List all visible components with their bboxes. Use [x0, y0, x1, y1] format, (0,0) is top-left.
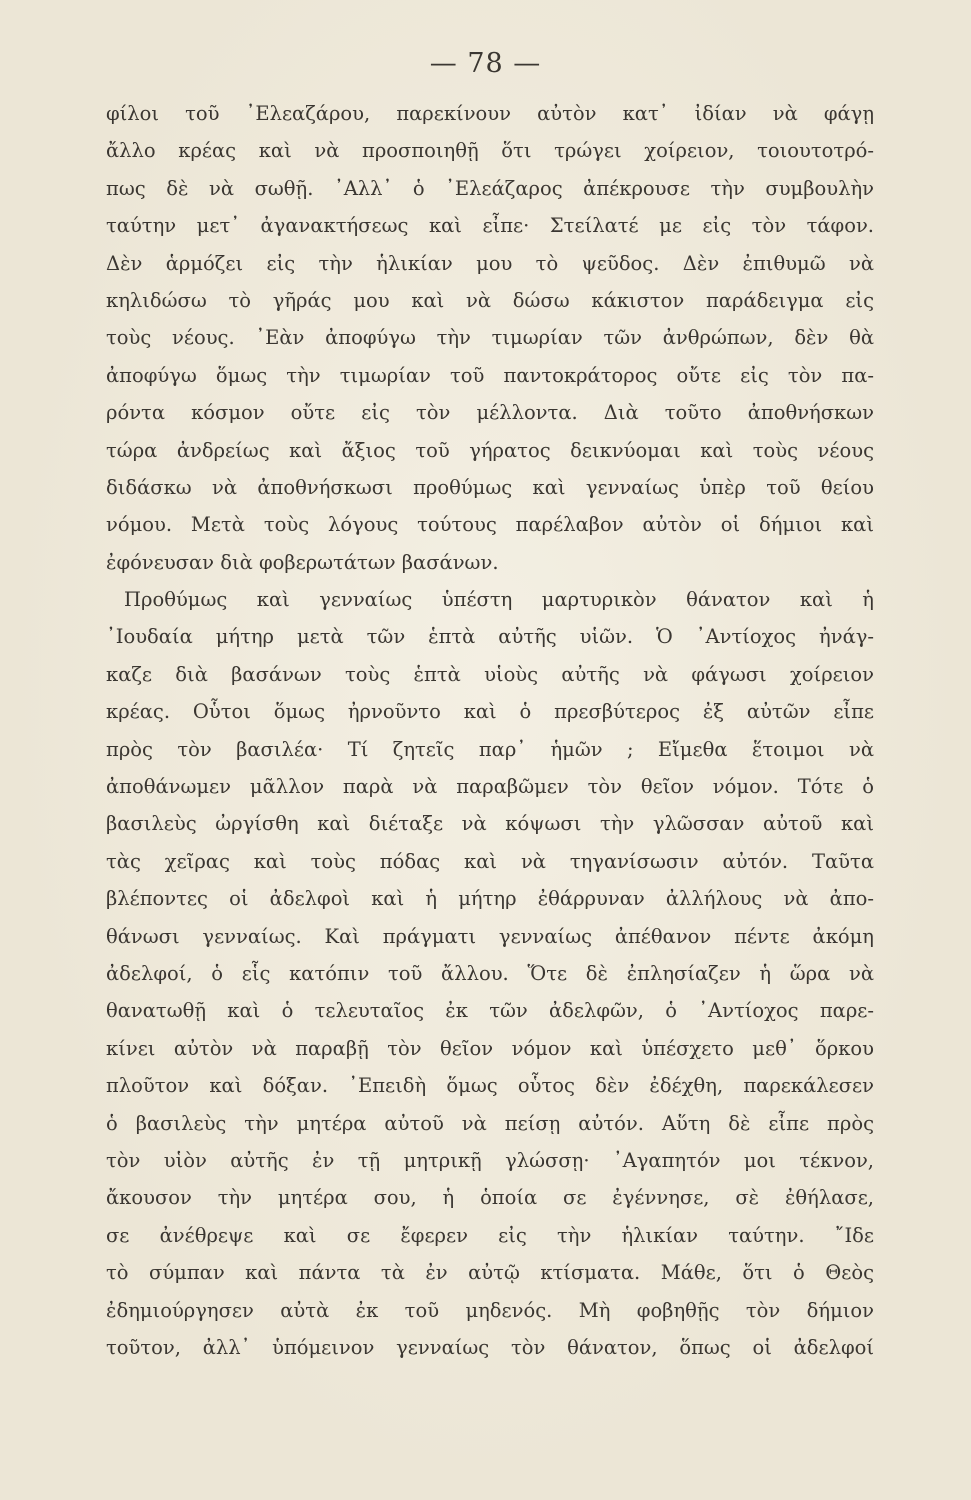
text-line: νόμου. Μετὰ τοὺς λόγους τούτους παρέλαβον αὐτὸν οἱ δήμιοι καὶ — [106, 513, 874, 537]
text-line: ἄλλο κρέας καὶ νὰ προσποιηθῇ ὅτι τρώγει χοίρειον, τοιουτοτρό- — [106, 139, 874, 163]
text-line: τώρα ἀνδρείως καὶ ἄξιος τοῦ γήρατος δεικνύομαι καὶ τοὺς νέους — [106, 438, 874, 462]
text-line: τὸν υἱὸν αὐτῆς ἐν τῇ μητρικῇ γλώσσῃ· ᾿Αγαπητόν μοι τέκνον, — [106, 1148, 874, 1172]
body-text — [106, 95, 874, 1366]
text-line: θανατωθῇ καὶ ὁ τελευταῖος ἐκ τῶν ἀδελφῶν, ὁ ᾿Αντίοχος παρε- — [106, 999, 874, 1023]
text-line: ἄκουσον τὴν μητέρα σου, ἡ ὁποία σε ἐγέννησε, σὲ ἐθήλασε, — [106, 1186, 874, 1210]
text-line: φίλοι τοῦ ᾿Ελεαζάρου, παρεκίνουν αὐτὸν κατ᾿ ἰδίαν νὰ φάγῃ — [106, 102, 874, 125]
text-line: ἐδημιούργησεν αὐτὰ ἐκ τοῦ μηδενός. Μὴ φοβηθῇς τὸν δήμιον — [106, 1298, 874, 1322]
text-line: κηλιδώσω τὸ γῆράς μου καὶ νὰ δώσω κάκιστον παράδειγμα εἰς — [106, 288, 874, 312]
text-line: ἀποθάνωμεν μᾶλλον παρὰ νὰ παραβῶμεν τὸν θεῖον νόμον. Τότε ὁ — [106, 775, 874, 799]
text-line: τὰς χεῖρας καὶ τοὺς πόδας καὶ νὰ τηγανίσωσιν αὐτόν. Ταῦτα — [106, 849, 874, 873]
page-number: — 78 — — [429, 48, 542, 79]
text-line: ἐφόνευσαν διὰ φοβερωτάτων βασάνων. — [106, 550, 499, 574]
text-line: διδάσκω νὰ ἀποθνήσκωσι προθύμως καὶ γενναίως ὑπὲρ τοῦ θείου — [106, 475, 874, 499]
text-line: θάνωσι γενναίως. Καὶ πράγματι γενναίως ἀπέθανον πέντε ἀκόμη — [106, 924, 874, 948]
text-line: βλέποντες οἱ ἀδελφοὶ καὶ ἡ μήτηρ ἐθάρρυναν ἀλλήλους νὰ ἀπο- — [106, 887, 874, 911]
text-line: ᾿Ιουδαία μήτηρ μετὰ τῶν ἑπτὰ αὐτῆς υἱῶν. Ὁ ᾿Αντίοχος ἠνάγ- — [106, 625, 874, 649]
text-line: τοὺς νέους. ᾿Εὰν ἀποφύγω τὴν τιμωρίαν τῶν ἀνθρώπων, δὲν θὰ — [106, 326, 874, 350]
text-line: σε ἀνέθρεψε καὶ σε ἔφερεν εἰς τὴν ἡλικίαν ταύτην. ῎Ιδε — [106, 1223, 874, 1247]
text-line: κίνει αὐτὸν νὰ παραβῇ τὸν θεῖον νόμον καὶ ὑπέσχετο μεθ᾿ ὅρκου — [106, 1036, 874, 1060]
text-line: ὁ βασιλεὺς τὴν μητέρα αὐτοῦ νὰ πείσῃ αὐτόν. Αὕτη δὲ εἶπε πρὸς — [106, 1111, 874, 1135]
text-line: Προθύμως καὶ γενναίως ὑπέστη μαρτυρικὸν θάνατον καὶ ἡ — [124, 588, 874, 612]
text-line: ἀδελφοί, ὁ εἷς κατόπιν τοῦ ἄλλου. Ὅτε δὲ ἐπλησίαζεν ἡ ὥρα νὰ — [106, 961, 874, 985]
text-line: ταύτην μετ᾿ ἀγανακτήσεως καὶ εἶπε· Στείλατέ με εἰς τὸν τάφον. — [106, 214, 874, 238]
text-line: πρὸς τὸν βασιλέα· Τί ζητεῖς παρ᾿ ἡμῶν ; Εἴμεθα ἕτοιμοι νὰ — [106, 737, 874, 761]
text-line: βασιλεὺς ὠργίσθη καὶ διέταξε νὰ κόψωσι τὴν γλῶσσαν αὐτοῦ καὶ — [106, 812, 874, 836]
text-line: κρέας. Οὗτοι ὅμως ἠρνοῦντο καὶ ὁ πρεσβύτερος ἐξ αὐτῶν εἶπε — [106, 700, 874, 724]
text-line: τὸ σύμπαν καὶ πάντα τὰ ἐν αὐτῷ κτίσματα. Μάθε, ὅτι ὁ Θεὸς — [106, 1261, 874, 1285]
text-line: τοῦτον, ἀλλ᾿ ὑπόμεινον γενναίως τὸν θάνατον, ὅπως οἱ ἀδελφοί — [106, 1335, 874, 1359]
text-line: πλοῦτον καὶ δόξαν. ᾿Επειδὴ ὅμως οὗτος δὲν ἐδέχθη, παρεκάλεσεν — [106, 1074, 874, 1098]
text-line: καζε διὰ βασάνων τοὺς ἑπτὰ υἱοὺς αὐτῆς νὰ φάγωσι χοίρειον — [106, 662, 874, 686]
text-line: ἀποφύγω ὅμως τὴν τιμωρίαν τοῦ παντοκράτορος οὔτε εἰς τὸν πα- — [106, 363, 874, 387]
text-line: ρόντα κόσμον οὔτε εἰς τὸν μέλλοντα. Διὰ τοῦτο ἀποθνήσκων — [106, 401, 874, 425]
text-line: Δὲν ἁρμόζει εἰς τὴν ἡλικίαν μου τὸ ψεῦδος. Δὲν ἐπιθυμῶ νὰ — [106, 251, 874, 275]
text-line: πως δὲ νὰ σωθῇ. ᾿Αλλ᾿ ὁ ᾿Ελεάζαρος ἀπέκρουσε τὴν συμβουλὴν — [106, 176, 874, 200]
